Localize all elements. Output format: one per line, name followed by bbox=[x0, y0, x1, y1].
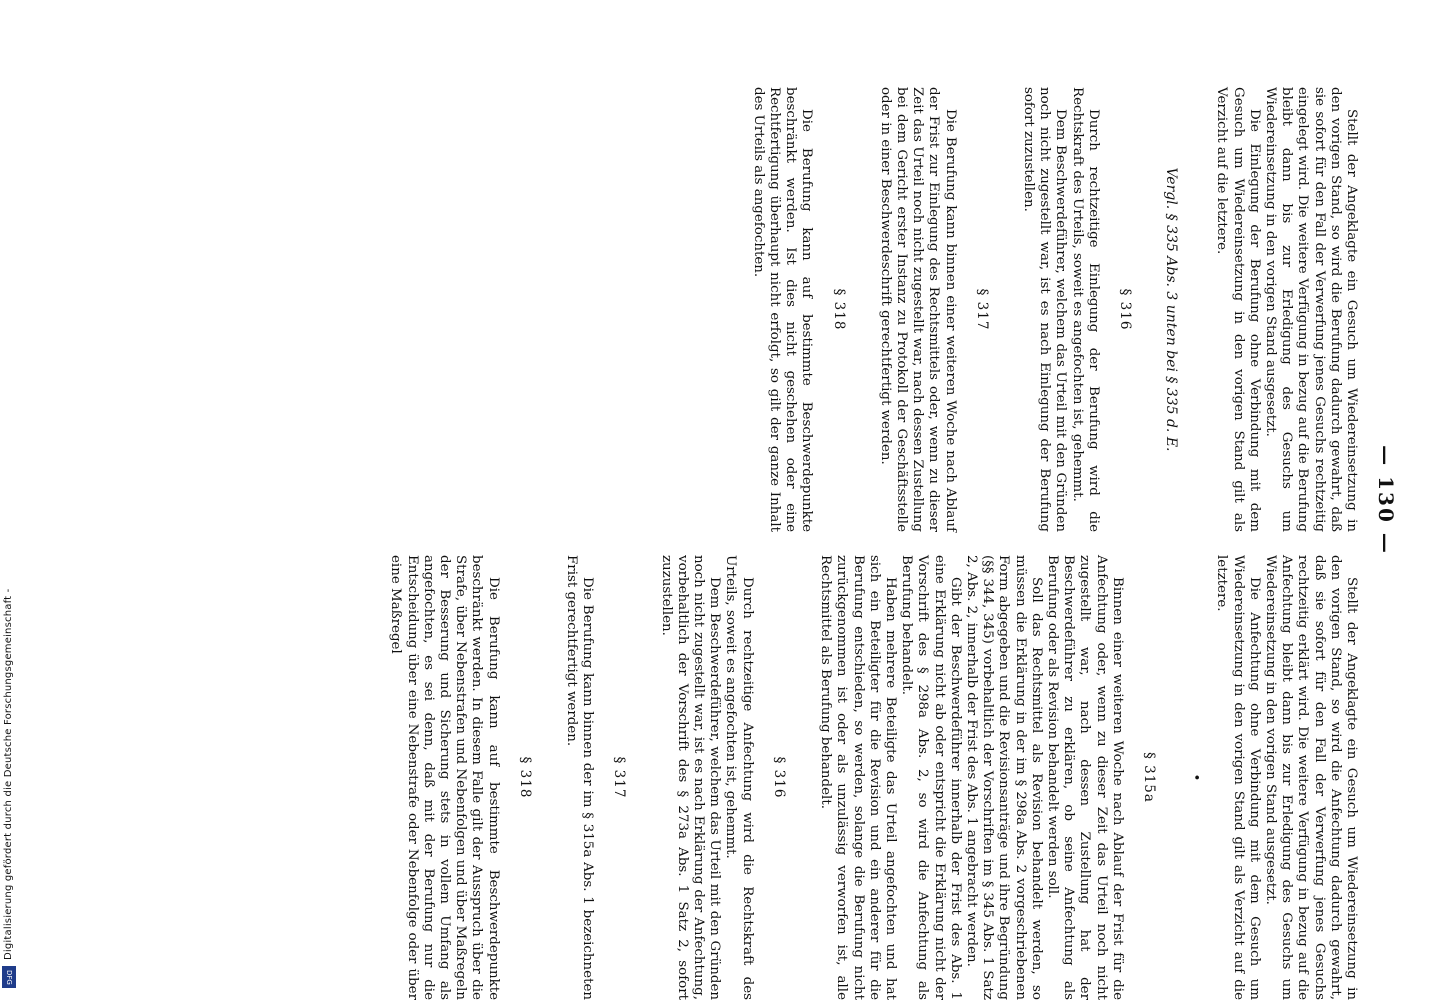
paragraph: Binnen einer weiteren Woche nach Ablauf der Frist für die Anfechtung oder, wenn zu dieser Zeit das Urteil noch nicht zugestellt war, nach dessen Zustellung hat der Beschwerdeführer zu erklären, ob seine Anfechtung als Berufung oder als Revision behandelt werden soll. bbox=[1044, 555, 1125, 1000]
paragraph: Soll das Rechtsmittel als Revision behandelt werden, so müssen die Erklärung in der im § 298a Abs. 2 vorgeschriebenen Form abgegeben und die Revisionsanträge und ihre Begründung (§§ 344, 345) vorbehaltlich der Vorschriften im § 345 Abs. 1 Satz 2, Abs. 2, innerhalb der Frist des Abs. 1 angebracht werden. bbox=[963, 555, 1044, 1000]
paragraph: Durch rechtzeitige Anfechtung wird die Rechtskraft des Urteils, soweit es angefochten ist, gehemmt. bbox=[723, 555, 755, 1000]
paragraph: Dem Beschwerdeführer, welchem das Urteil mit den Gründen noch nicht zugestellt war, ist es nach Einlegung der Berufung sofort zuzustellen. bbox=[1020, 87, 1069, 532]
section-heading-317: § 317 bbox=[611, 756, 628, 799]
bullet-mark: • bbox=[1188, 773, 1204, 782]
right-column bbox=[750, 87, 1359, 532]
cross-reference-note: Vergl. § 335 Abs. 3 unten bei § 335 d. E. bbox=[1163, 167, 1180, 452]
left-column bbox=[387, 555, 1359, 1000]
paragraph: Die Berufung kann auf bestimmte Beschwerdepunkte beschränkt werden. Ist dies nicht geschehen oder eine Rechtfertigung überhaupt nicht erfolgt, so gilt der ganze Inhalt des Urteils als angefochten. bbox=[750, 87, 815, 532]
section-heading-318: § 318 bbox=[516, 756, 533, 799]
paragraph: Dem Beschwerdeführer, welchem das Urteil mit den Gründen noch nicht zugestellt war, ist es nach Erklärung der Anfechtung, vorbehaltlich der Vorschrift des § 273a Abs. 1 Satz 2, sofort zuzustellen. bbox=[658, 555, 723, 1000]
paragraph: Die Anfechtung ohne Verbindung mit dem Gesuch um Wiedereinsetzung in den vorigen Stand gilt als Verzicht auf die letztere. bbox=[1214, 555, 1262, 1000]
paragraph: Die Berufung kann binnen der im § 315a Abs. 1 bezeichneten Frist gerechtfertigt werden. bbox=[564, 555, 596, 1000]
section-heading-315a: § 315a bbox=[1140, 752, 1157, 803]
paragraph: Haben mehrere Beteiligte das Urteil angefochten und hat sich ein Beteiligter für die Revision und ein anderer für die Berufung entschieden, so werden, solange die Berufung nicht zurückgenommen ist oder als unzulässig verworfen ist, alle Rechtsmittel als Berufung behandelt. bbox=[818, 555, 898, 1000]
dfg-logo: DFG bbox=[2, 966, 16, 988]
paragraph: Die Einlegung der Berufung ohne Verbindung mit dem Gesuch um Wiedereinsetzung in den vorigen Stand gilt als Verzicht auf die letztere. bbox=[1214, 87, 1262, 532]
section-heading-317: § 317 bbox=[973, 288, 990, 331]
section-heading-316: § 316 bbox=[1116, 288, 1133, 331]
paragraph: Die Berufung kann binnen einer weiteren Woche nach Ablauf der Frist zur Einlegung des Rechtsmittels oder, wenn zu dieser Zeit das Urteil noch nicht zugestellt war, nach dessen Zustellung bei dem Gericht erster Instanz zu Protokoll der Geschäftsstelle oder in einer Beschwerdeschrift gerechtfertigt werden. bbox=[877, 87, 958, 532]
paragraph: Stellt der Angeklagte ein Gesuch um Wiedereinsetzung in den vorigen Stand, so wird die Anfechtung dadurch gewahrt, daß sie sofort für den Fall der Verwerfung jenes Gesuchs rechtzeitig erklärt wird. Die weitere Verfügung in bezug auf die Anfechtung bleibt dann bis zur Erledigung des Gesuchs um Wiedereinsetzung in den vorigen Stand ausgesetzt. bbox=[1262, 555, 1359, 1000]
digitization-credit: Digitalisierung gefördert durch die Deutsche Forschungsgemeinschaft - bbox=[3, 588, 14, 960]
paragraph: Gibt der Beschwerdeführer innerhalb der Frist des Abs. 1 eine Erklärung nicht ab oder entspricht die Erklärung nicht der Vorschrift des § 298a Abs. 2, so wird die Anfechtung als Berufung behandelt. bbox=[899, 555, 963, 1000]
section-heading-318: § 318 bbox=[830, 288, 847, 331]
section-heading-316: § 316 bbox=[770, 756, 787, 799]
paragraph: Durch rechtzeitige Einlegung der Berufung wird die Rechtskraft des Urteils, soweit es angefochten ist, gehemmt. bbox=[1069, 87, 1101, 532]
paragraph: Die Berufung kann auf bestimmte Beschwerdepunkte beschränkt werden. In diesem Falle gilt der Ausspruch über die Strafe, über Nebenstrafen und Nebenfolgen und über Maßregeln der Besserung und Sicherung stets in vollem Umfang als angefochten, es sei denn, daß mit der Berufung nur die Entscheidung über eine Nebenstrafe oder Nebenfolge oder über eine Maßregel bbox=[388, 555, 501, 1000]
page-number: — 130 — bbox=[1374, 445, 1398, 555]
paragraph: Stellt der Angeklagte ein Gesuch um Wiedereinsetzung in den vorigen Stand, so wird die Berufung dadurch gewahrt, daß sie sofort für den Fall der Verwerfung jenes Gesuchs rechtzeitig eingelegt wird. Die weitere Verfügung in bezug auf die Berufung bleibt dann bis zur Erledigung des Gesuchs um Wiedereinsetzung in den vorigen Stand ausgesetzt. bbox=[1262, 87, 1359, 532]
